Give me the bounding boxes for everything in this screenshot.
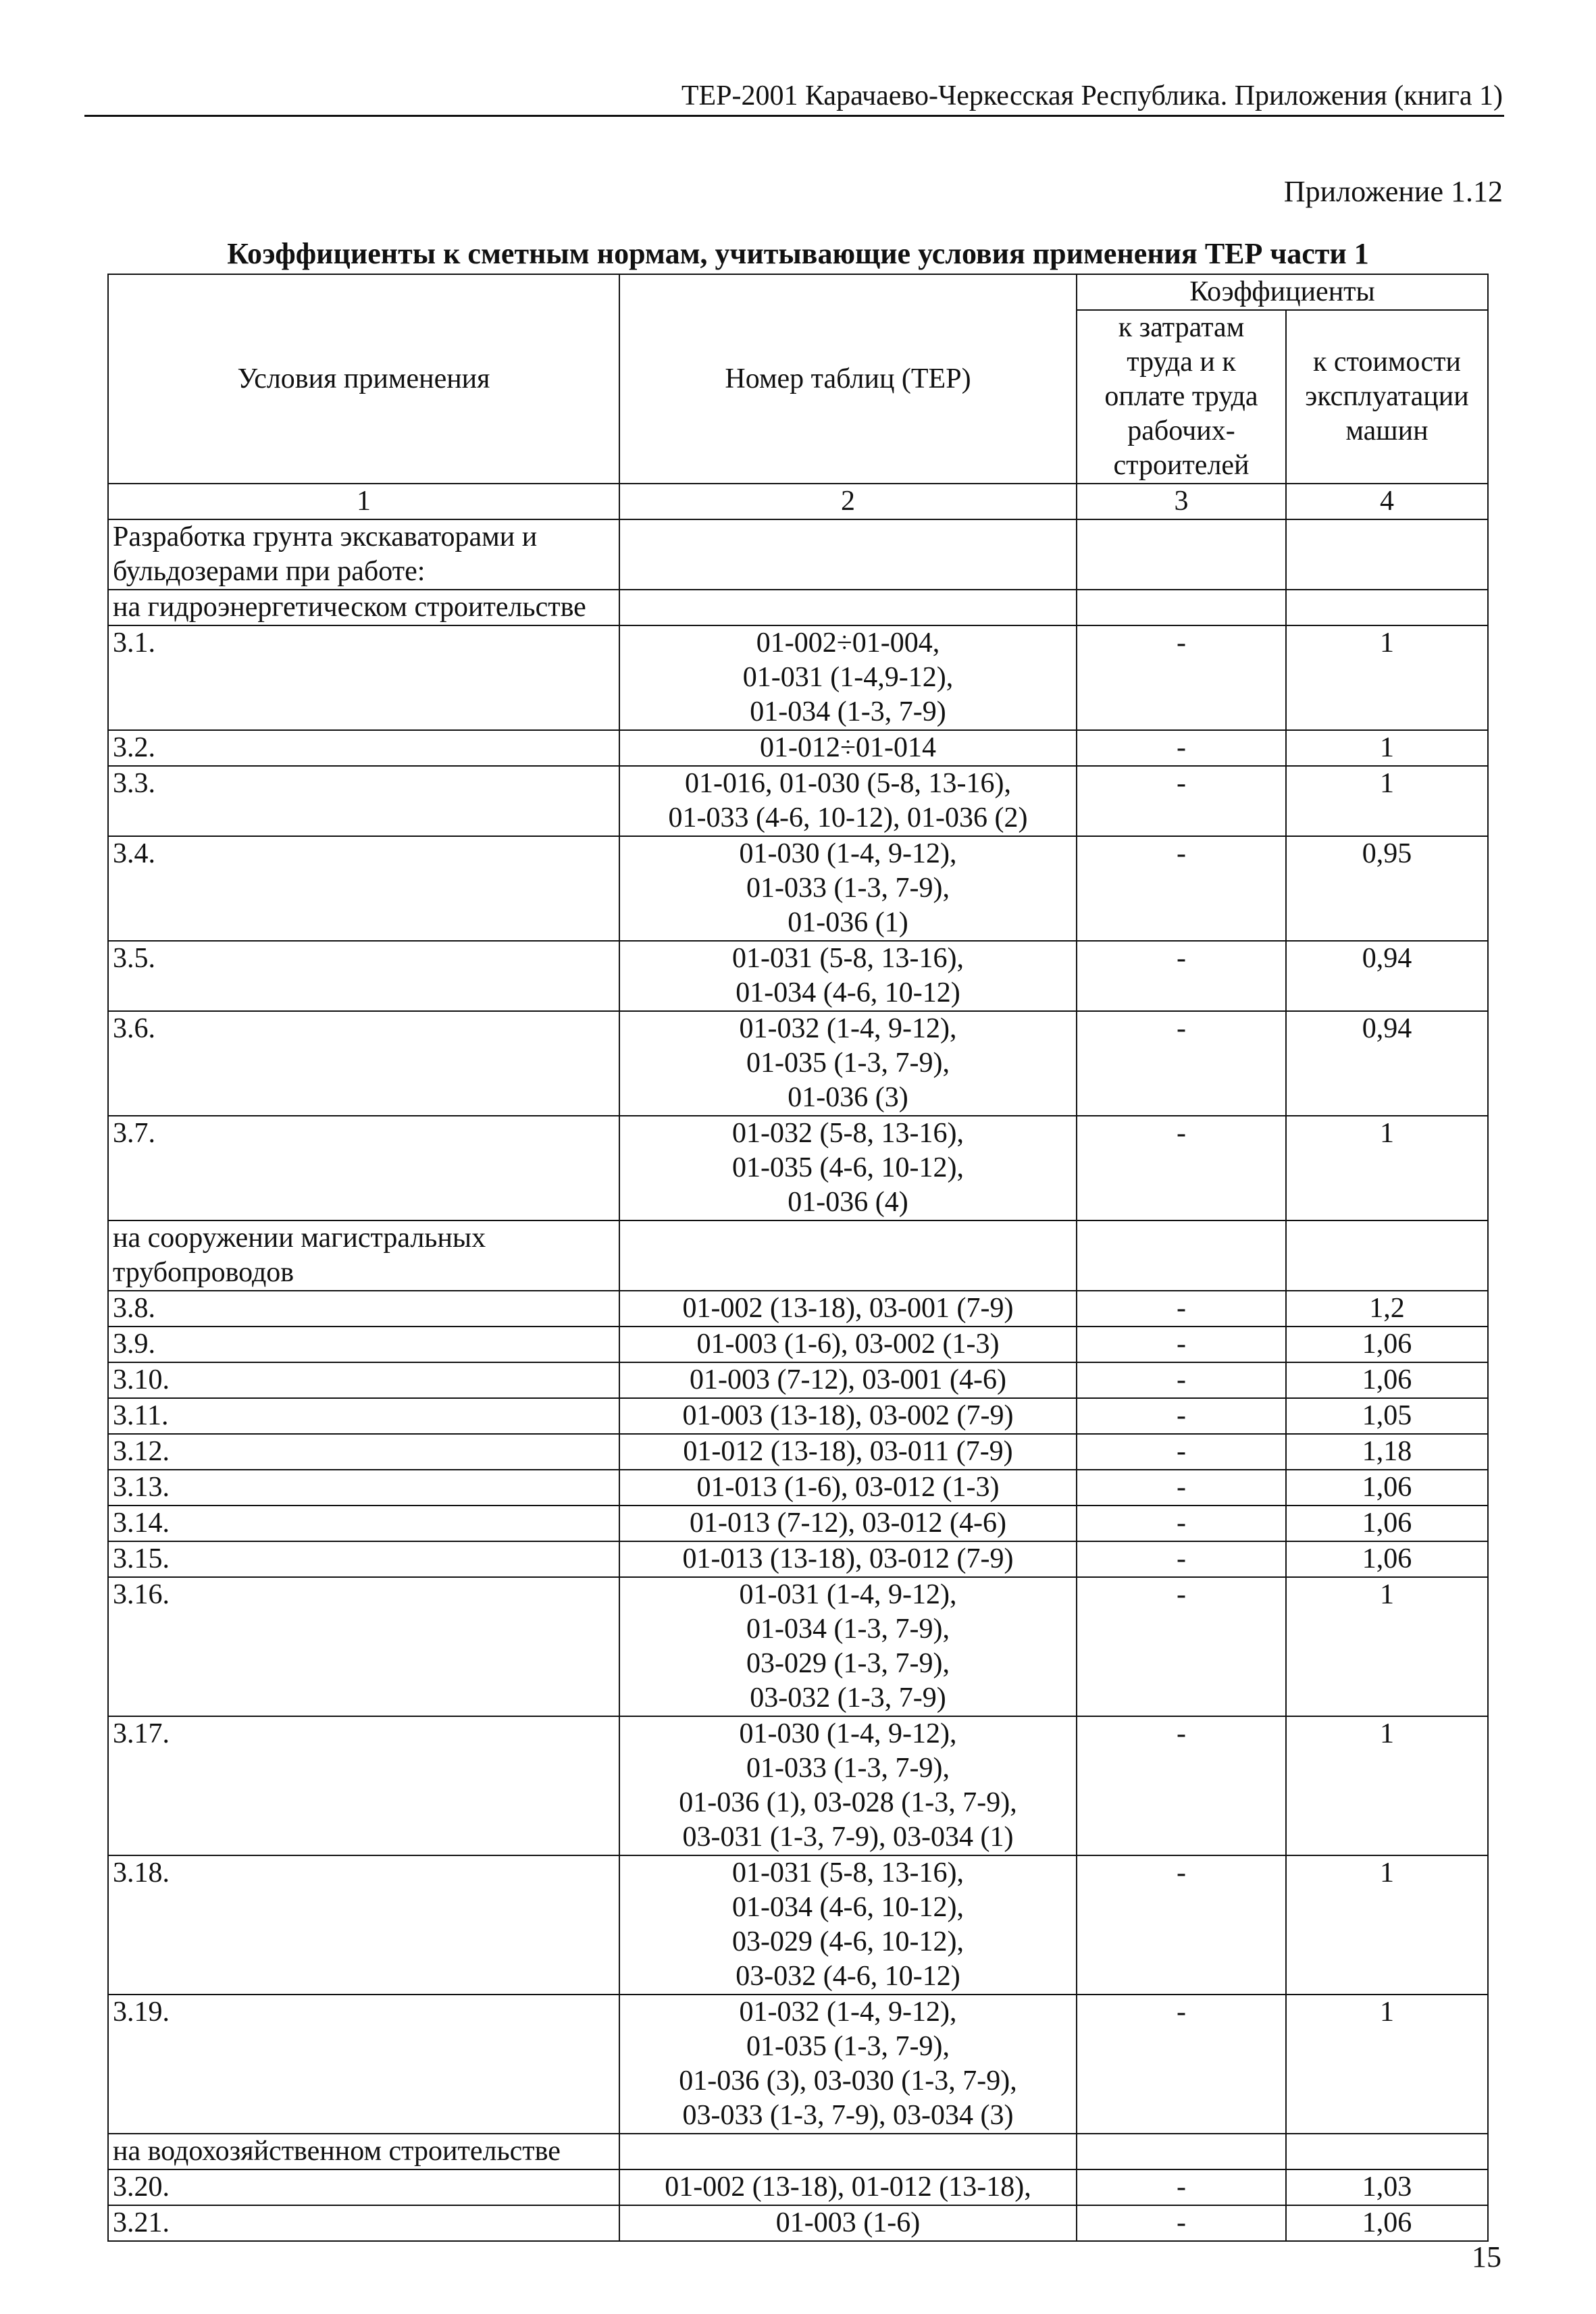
cell-line: 01-013 (7-12), 03-012 (4-6)	[690, 1508, 1006, 1539]
cell-line: 01-013 (13-18), 03-012 (7-9)	[682, 1543, 1014, 1574]
table-numbers-cell	[619, 1506, 1077, 1541]
table-numbers-cell	[619, 836, 1077, 941]
header-rule	[84, 115, 1504, 117]
condition-cell	[108, 519, 619, 590]
table-numbers-cell	[619, 941, 1077, 1011]
cell-line: 01-032 (1-4, 9-12),	[739, 1013, 957, 1044]
cell-line: машин	[1345, 415, 1428, 446]
table-numbers-cell	[619, 2134, 1077, 2169]
machine-coefficient-cell	[1286, 590, 1488, 625]
table-row	[108, 590, 1488, 625]
condition-cell	[108, 1011, 619, 1116]
table-numbers-cell	[619, 1470, 1077, 1506]
condition-cell	[108, 730, 619, 766]
cell-line: 3.7.	[113, 1118, 155, 1149]
cell-line: 3.21.	[113, 2207, 170, 2238]
cell-line: на водохозяйственном строительстве	[113, 2136, 561, 2167]
cell-line: 3.6.	[113, 1013, 155, 1044]
condition-cell	[108, 625, 619, 730]
cell-line: 01-031 (5-8, 13-16),	[732, 1857, 964, 1888]
condition-cell	[108, 2169, 619, 2205]
labor-coefficient-cell: -	[1077, 625, 1286, 730]
machine-coefficient-cell: 0,94	[1286, 1011, 1488, 1116]
table-numbers-cell	[619, 1291, 1077, 1327]
machine-coefficient-cell: 1	[1286, 766, 1488, 836]
cell-line: 3.12.	[113, 1436, 170, 1467]
machine-coefficient-cell: 1	[1286, 1995, 1488, 2134]
header-machines-coefficient	[1286, 310, 1488, 484]
machine-coefficient-cell: 1,05	[1286, 1398, 1488, 1434]
table-numbers-cell	[619, 590, 1077, 625]
labor-coefficient-cell	[1077, 2134, 1286, 2169]
machine-coefficient-cell: 1	[1286, 1716, 1488, 1855]
table-numbers-cell	[619, 730, 1077, 766]
cell-line: 01-034 (1-3, 7-9),	[746, 1614, 950, 1645]
machine-coefficient-cell: 0,94	[1286, 941, 1488, 1011]
table-row	[108, 1327, 1488, 1362]
machine-coefficient-cell	[1286, 1220, 1488, 1291]
cell-line: 03-029 (4-6, 10-12),	[732, 1926, 964, 1957]
cell-line: эксплуатации	[1305, 381, 1469, 412]
cell-line: трубопроводов	[113, 1257, 294, 1288]
table-numbers-cell	[619, 766, 1077, 836]
coefficients-table	[107, 274, 1489, 2242]
table-row	[108, 1116, 1488, 1220]
condition-cell	[108, 1327, 619, 1362]
table-row	[108, 836, 1488, 941]
cell-line: 3.10.	[113, 1364, 170, 1395]
running-header-title: ТЕР-2001 Карачаево-Черкесская Республика. Приложения (книга 1)	[681, 80, 1503, 111]
cell-line: 01-035 (1-3, 7-9),	[746, 2031, 950, 2062]
table-numbers-cell	[619, 1327, 1077, 1362]
labor-coefficient-cell: -	[1077, 836, 1286, 941]
cell-line: 3.3.	[113, 768, 155, 799]
table-numbers-cell	[619, 2169, 1077, 2205]
table-numbers-cell	[619, 1398, 1077, 1434]
cell-line: 01-034 (4-6, 10-12)	[736, 977, 960, 1008]
labor-coefficient-cell: -	[1077, 1855, 1286, 1995]
condition-cell	[108, 1116, 619, 1220]
table-numbers-cell	[619, 1855, 1077, 1995]
table-row	[108, 1398, 1488, 1434]
cell-line: 3.17.	[113, 1718, 170, 1749]
labor-coefficient-cell: -	[1077, 1362, 1286, 1398]
cell-line: 01-036 (1)	[788, 907, 908, 938]
table-numbers-cell	[619, 2205, 1077, 2241]
cell-line: 01-033 (1-3, 7-9),	[746, 1753, 950, 1784]
condition-cell	[108, 2134, 619, 2169]
condition-cell	[108, 1541, 619, 1577]
header-row-1	[108, 274, 1488, 310]
column-number: 2	[619, 484, 1077, 519]
cell-line: 3.13.	[113, 1472, 170, 1503]
cell-line: 01-031 (1-4,9-12),	[742, 662, 954, 693]
machine-coefficient-cell: 1	[1286, 730, 1488, 766]
machine-coefficient-cell: 1,06	[1286, 1362, 1488, 1398]
machine-coefficient-cell: 1,06	[1286, 2205, 1488, 2241]
labor-coefficient-cell	[1077, 1220, 1286, 1291]
condition-cell	[108, 1291, 619, 1327]
header-conditions: Условия применения	[108, 274, 619, 484]
machine-coefficient-cell: 1,06	[1286, 1506, 1488, 1541]
cell-line: 01-013 (1-6), 03-012 (1-3)	[696, 1472, 1000, 1503]
labor-coefficient-cell: -	[1077, 1995, 1286, 2134]
table-numbers-cell	[619, 1116, 1077, 1220]
table-row	[108, 1362, 1488, 1398]
condition-cell	[108, 1995, 619, 2134]
table-numbers-cell	[619, 625, 1077, 730]
cell-line: 3.11.	[113, 1400, 169, 1431]
cell-line: 01-002 (13-18), 01-012 (13-18),	[665, 2171, 1031, 2203]
table-row	[108, 1716, 1488, 1855]
labor-coefficient-cell: -	[1077, 1577, 1286, 1716]
cell-line: 01-035 (4-6, 10-12),	[732, 1152, 964, 1183]
machine-coefficient-cell: 1	[1286, 1577, 1488, 1716]
condition-cell	[108, 836, 619, 941]
cell-line: 01-034 (4-6, 10-12),	[732, 1892, 964, 1923]
cell-line: 01-030 (1-4, 9-12),	[739, 1718, 957, 1749]
table-row	[108, 1434, 1488, 1470]
column-number: 4	[1286, 484, 1488, 519]
condition-cell	[108, 1506, 619, 1541]
labor-coefficient-cell: -	[1077, 766, 1286, 836]
table-row	[108, 730, 1488, 766]
cell-line: 3.9.	[113, 1329, 155, 1360]
labor-coefficient-cell: -	[1077, 1470, 1286, 1506]
cell-line: на сооружении магистральных	[113, 1223, 486, 1254]
labor-coefficient-cell: -	[1077, 1291, 1286, 1327]
cell-line: 01-002 (13-18), 03-001 (7-9)	[682, 1293, 1014, 1324]
machine-coefficient-cell: 1	[1286, 625, 1488, 730]
cell-line: к затратам	[1118, 312, 1245, 343]
condition-cell	[108, 2205, 619, 2241]
table-numbers-cell	[619, 1541, 1077, 1577]
cell-line: 01-034 (1-3, 7-9)	[750, 696, 946, 727]
machine-coefficient-cell: 1,03	[1286, 2169, 1488, 2205]
condition-cell	[108, 1470, 619, 1506]
cell-line: 01-012÷01-014	[759, 732, 937, 763]
condition-cell	[108, 590, 619, 625]
table-row	[108, 1220, 1488, 1291]
cell-line: 3.5.	[113, 943, 155, 974]
cell-line: оплате труда	[1104, 381, 1258, 412]
cell-line: 01-032 (1-4, 9-12),	[739, 1997, 957, 2028]
labor-coefficient-cell: -	[1077, 1398, 1286, 1434]
machine-coefficient-cell: 1,2	[1286, 1291, 1488, 1327]
table-numbers-cell	[619, 519, 1077, 590]
cell-line: 03-029 (1-3, 7-9),	[746, 1648, 950, 1679]
table-row	[108, 1470, 1488, 1506]
machine-coefficient-cell: 1,06	[1286, 1541, 1488, 1577]
cell-line: 01-035 (1-3, 7-9),	[746, 1048, 950, 1079]
cell-line: 01-036 (3)	[788, 1082, 908, 1113]
labor-coefficient-cell: -	[1077, 1116, 1286, 1220]
labor-coefficient-cell: -	[1077, 2169, 1286, 2205]
table-row	[108, 625, 1488, 730]
table-numbers-cell	[619, 1716, 1077, 1855]
column-number-row	[108, 484, 1488, 519]
cell-line: бульдозерами при работе:	[113, 556, 426, 587]
table-numbers-cell	[619, 1434, 1077, 1470]
machine-coefficient-cell: 1,06	[1286, 1470, 1488, 1506]
cell-line: 3.2.	[113, 732, 155, 763]
cell-line: 3.15.	[113, 1543, 170, 1574]
machine-coefficient-cell: 1,18	[1286, 1434, 1488, 1470]
cell-line: 01-012 (13-18), 03-011 (7-9)	[683, 1436, 1013, 1467]
cell-line: 01-031 (5-8, 13-16),	[732, 943, 964, 974]
labor-coefficient-cell	[1077, 519, 1286, 590]
cell-line: 3.19.	[113, 1997, 170, 2028]
condition-cell	[108, 941, 619, 1011]
cell-line: 03-032 (1-3, 7-9)	[750, 1682, 946, 1714]
cell-line: 01-003 (1-6)	[775, 2207, 921, 2238]
page-number: 15	[1472, 2240, 1501, 2273]
labor-coefficient-cell: -	[1077, 941, 1286, 1011]
cell-line: 01-002÷01-004,	[756, 627, 940, 659]
column-number: 1	[108, 484, 619, 519]
table-row	[108, 941, 1488, 1011]
cell-line: 01-003 (1-6), 03-002 (1-3)	[696, 1329, 1000, 1360]
column-number: 3	[1077, 484, 1286, 519]
table-row	[108, 2134, 1488, 2169]
condition-cell	[108, 1220, 619, 1291]
machine-coefficient-cell	[1286, 519, 1488, 590]
table-row	[108, 2205, 1488, 2241]
labor-coefficient-cell: -	[1077, 1506, 1286, 1541]
cell-line: труда и к	[1127, 346, 1236, 378]
table-numbers-cell	[619, 1362, 1077, 1398]
cell-line: 01-033 (1-3, 7-9),	[746, 873, 950, 904]
table-row	[108, 1506, 1488, 1541]
table-row	[108, 2169, 1488, 2205]
table-row	[108, 1011, 1488, 1116]
cell-line: 01-003 (7-12), 03-001 (4-6)	[690, 1364, 1006, 1395]
cell-line: 01-016, 01-030 (5-8, 13-16),	[685, 768, 1011, 799]
cell-line: 3.20.	[113, 2171, 170, 2203]
machine-coefficient-cell: 1	[1286, 1116, 1488, 1220]
cell-line: 3.14.	[113, 1508, 170, 1539]
table-numbers-cell	[619, 1220, 1077, 1291]
cell-line: 01-031 (1-4, 9-12),	[739, 1579, 957, 1610]
cell-line: 01-032 (5-8, 13-16),	[732, 1118, 964, 1149]
cell-line: 3.1.	[113, 627, 155, 659]
cell-line: 01-036 (4)	[788, 1187, 908, 1218]
header-coefficients: Коэффициенты	[1077, 274, 1488, 310]
header-labor-coefficient	[1077, 310, 1286, 484]
labor-coefficient-cell: -	[1077, 2205, 1286, 2241]
cell-line: 3.4.	[113, 838, 155, 869]
cell-line: 03-032 (4-6, 10-12)	[736, 1961, 960, 1992]
cell-line: 03-033 (1-3, 7-9), 03-034 (3)	[682, 2100, 1014, 2131]
table-row	[108, 1995, 1488, 2134]
labor-coefficient-cell	[1077, 590, 1286, 625]
machine-coefficient-cell: 1	[1286, 1855, 1488, 1995]
labor-coefficient-cell: -	[1077, 1434, 1286, 1470]
table-title: Коэффициенты к сметным нормам, учитывающие условия применения ТЕР части 1	[227, 237, 1369, 270]
table-row	[108, 1855, 1488, 1995]
table-row	[108, 1541, 1488, 1577]
cell-line: Разработка грунта экскаваторами и	[113, 521, 538, 552]
labor-coefficient-cell: -	[1077, 730, 1286, 766]
machine-coefficient-cell: 1,06	[1286, 1327, 1488, 1362]
table-numbers-cell	[619, 1011, 1077, 1116]
cell-line: 01-030 (1-4, 9-12),	[739, 838, 957, 869]
condition-cell	[108, 1855, 619, 1995]
cell-line: рабочих-	[1127, 415, 1235, 446]
condition-cell	[108, 1362, 619, 1398]
cell-line: к стоимости	[1313, 346, 1461, 378]
condition-cell	[108, 1434, 619, 1470]
machine-coefficient-cell: 0,95	[1286, 836, 1488, 941]
table-row	[108, 1577, 1488, 1716]
table-row	[108, 766, 1488, 836]
cell-line: 3.8.	[113, 1293, 155, 1324]
condition-cell	[108, 1398, 619, 1434]
condition-cell	[108, 766, 619, 836]
header-table-numbers: Номер таблиц (ТЕР)	[619, 274, 1077, 484]
cell-line: строителей	[1113, 450, 1250, 481]
table-numbers-cell	[619, 1577, 1077, 1716]
cell-line: 3.18.	[113, 1857, 170, 1888]
table-body	[108, 519, 1488, 2241]
cell-line: 01-036 (1), 03-028 (1-3, 7-9),	[679, 1787, 1017, 1818]
table-row	[108, 519, 1488, 590]
appendix-label: Приложение 1.12	[1283, 175, 1503, 208]
cell-line: 03-031 (1-3, 7-9), 03-034 (1)	[682, 1822, 1014, 1853]
cell-line: 01-033 (4-6, 10-12), 01-036 (2)	[668, 802, 1028, 833]
condition-cell	[108, 1577, 619, 1716]
machine-coefficient-cell	[1286, 2134, 1488, 2169]
labor-coefficient-cell: -	[1077, 1716, 1286, 1855]
cell-line: на гидроэнергетическом строительстве	[113, 592, 586, 623]
labor-coefficient-cell: -	[1077, 1011, 1286, 1116]
labor-coefficient-cell: -	[1077, 1327, 1286, 1362]
condition-cell	[108, 1716, 619, 1855]
cell-line: 01-003 (13-18), 03-002 (7-9)	[682, 1400, 1014, 1431]
cell-line: 3.16.	[113, 1579, 170, 1610]
cell-line: 01-036 (3), 03-030 (1-3, 7-9),	[679, 2065, 1017, 2097]
table-row	[108, 1291, 1488, 1327]
table-numbers-cell	[619, 1995, 1077, 2134]
labor-coefficient-cell: -	[1077, 1541, 1286, 1577]
